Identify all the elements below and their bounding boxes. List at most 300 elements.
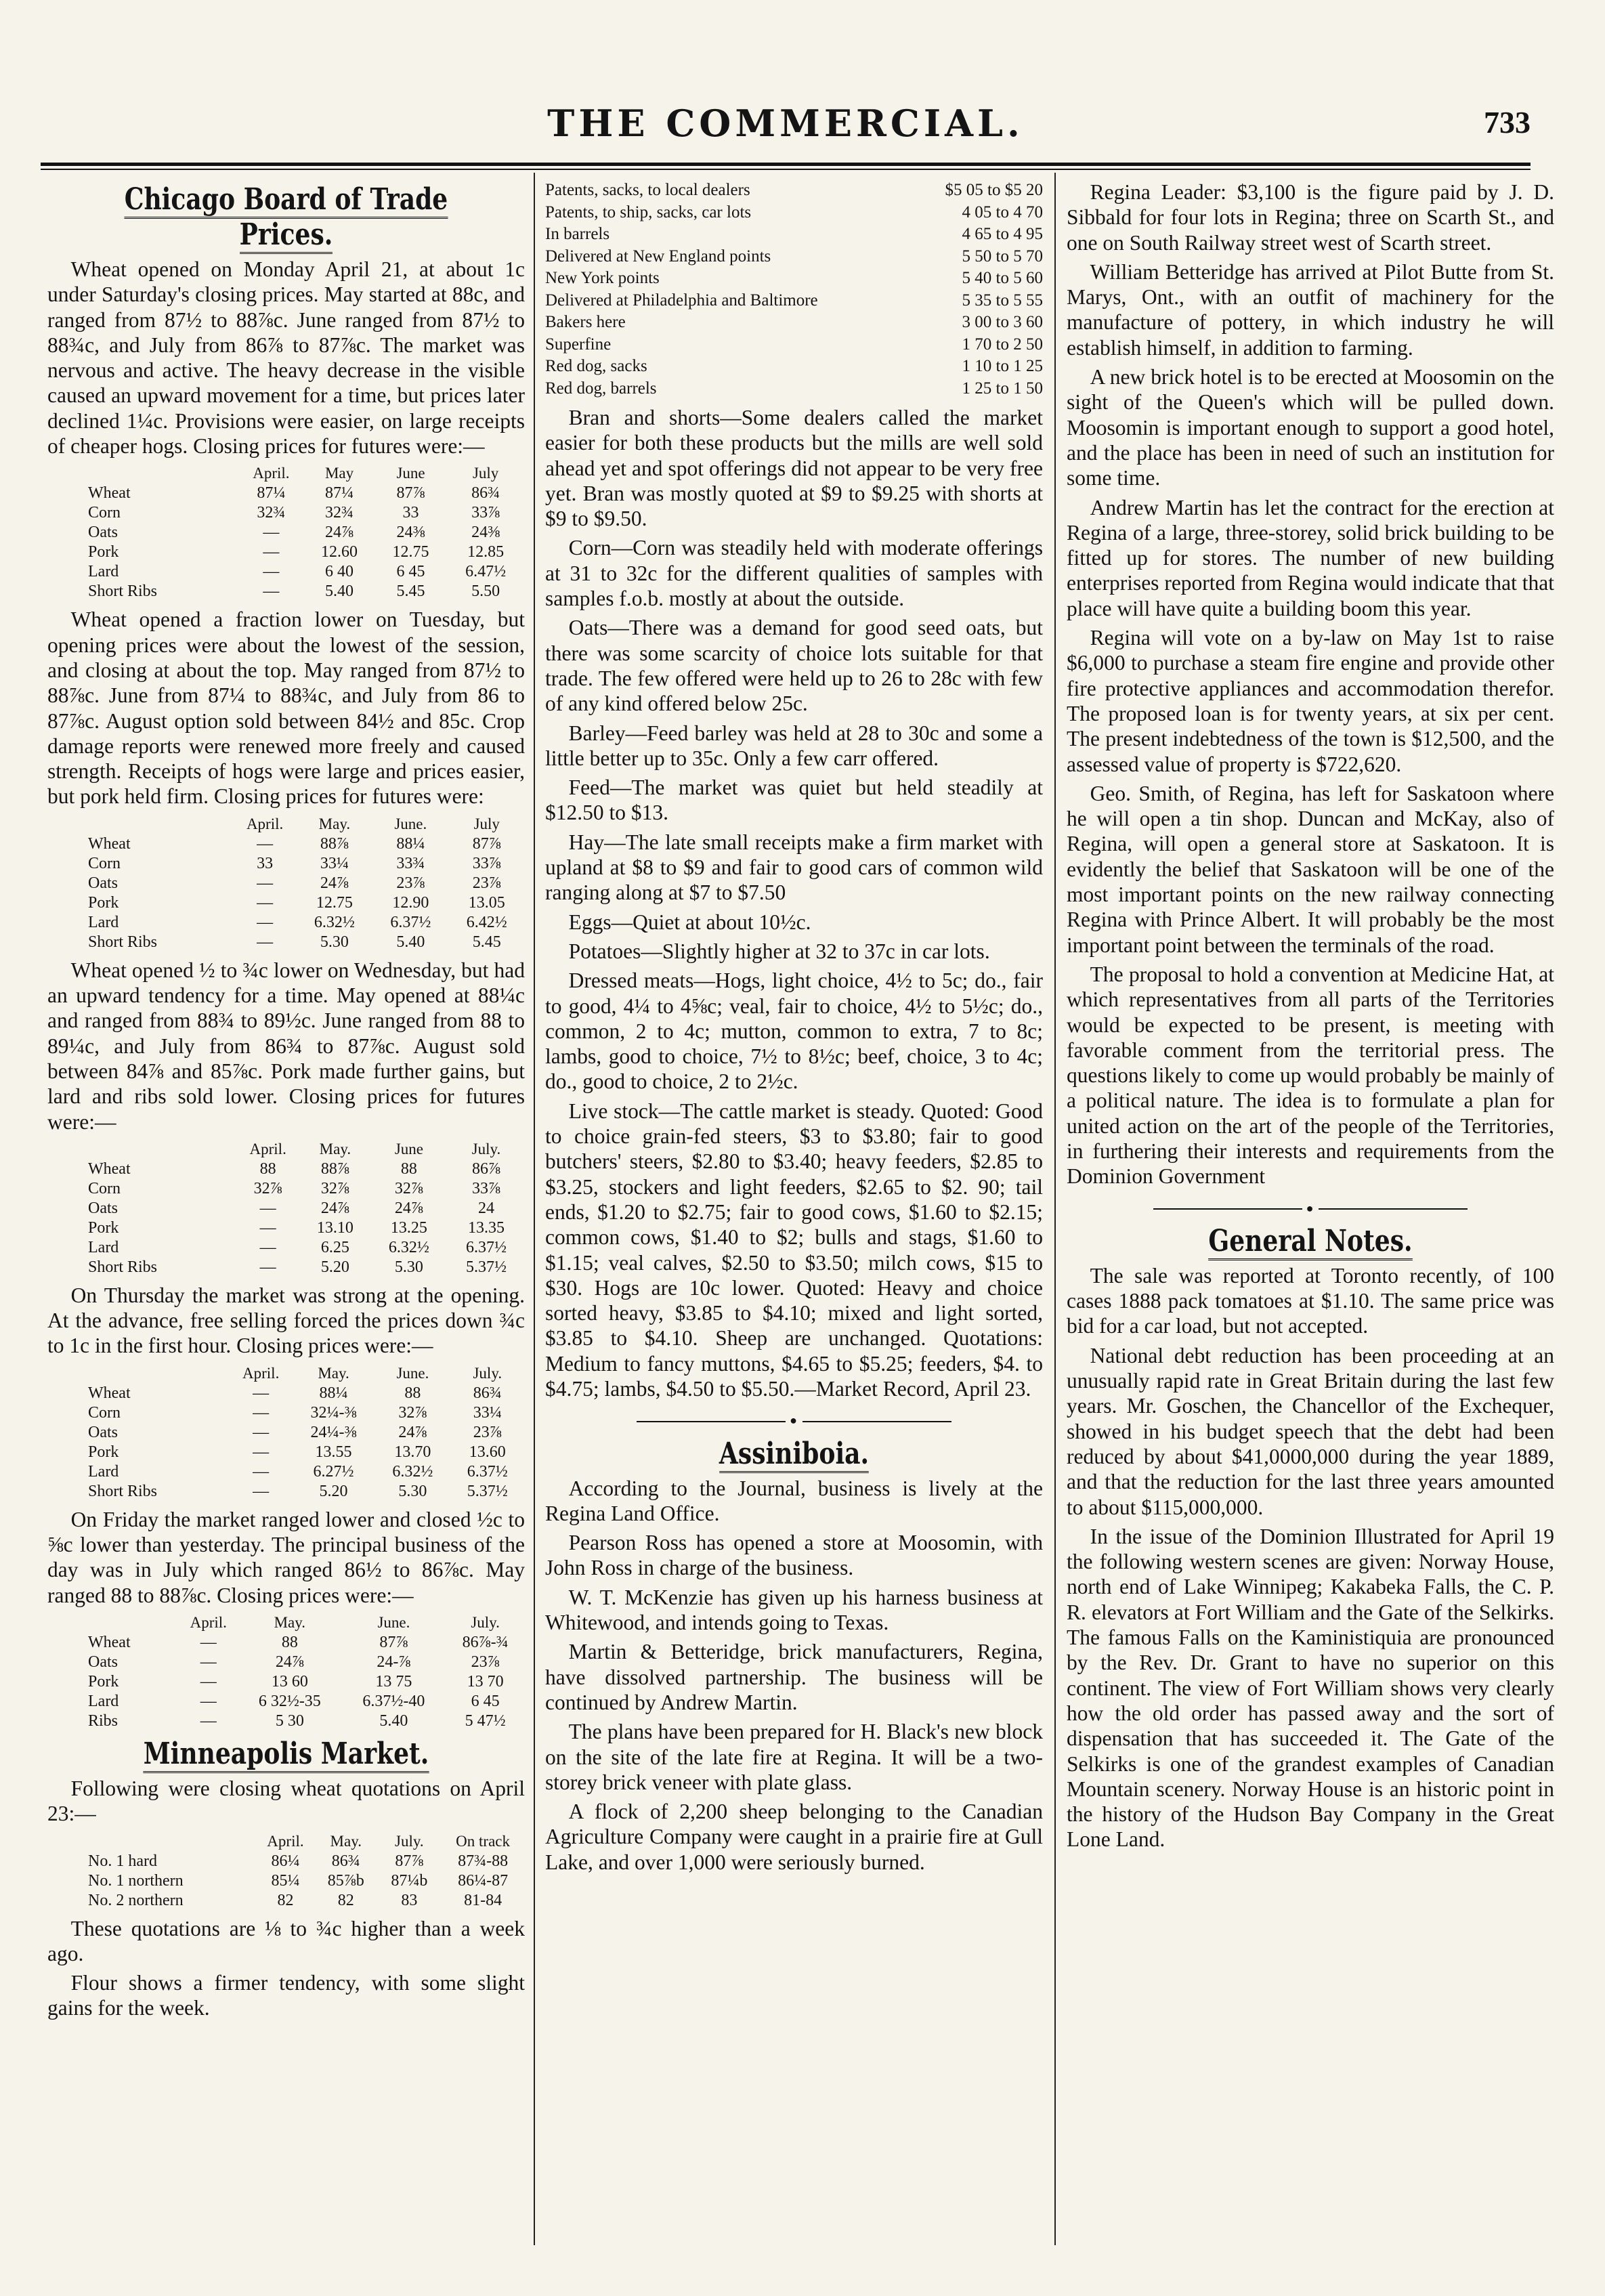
table-header-blank [47,1612,179,1633]
price-cell: 88 [259,1160,276,1178]
price-cell: 82 [337,1891,354,1909]
column-3 [1067,179,1554,2272]
price-cell: 5.37½ [467,1482,508,1500]
price-cell: 32⅞ [394,1179,423,1197]
price-cell: 5.20 [319,1482,348,1500]
price-cell: — [253,1384,270,1402]
flour-price-table [545,179,1043,400]
paragraph: A flock of 2,200 sheep belonging to the Canadian Agriculture Company were caught in a prairie fire at Gull Lake, and over 1,000 were seriously burned. [545,1800,1043,1874]
price-cell: 82 [277,1891,294,1909]
price-cell: — [259,1258,276,1276]
table-header-blank [47,1831,257,1852]
price-cell: 86¾ [471,484,500,503]
price-cell: 86¾ [331,1852,360,1870]
paragraph: On Thursday the market was strong at the opening. At the advance, free selling forced the prices down ¾c to 1c in the first hour. Closing prices were:— [47,1283,525,1358]
paragraph: Barley—Feed barley was held at 28 to 30c and some a little better up to 35c. Only a few carr offered. [545,721,1043,770]
price-cell: 5.40 [379,1712,408,1730]
price-cell: 88⅞ [320,1160,349,1178]
row-label: Short Ribs [88,1482,158,1500]
column-header: May. [330,1832,362,1850]
price-cell: 87¼b [391,1871,428,1890]
row-label: Corn [88,504,121,522]
price-table [47,1831,525,1911]
price-cell: — [200,1712,217,1730]
price-cell: 13 75 [375,1672,412,1691]
price-cell: 32⅞ [320,1179,349,1197]
price-cell: 13 60 [271,1672,308,1691]
paragraph: The plans have been prepared for H. Black's new block on the site of the late fire at Regina. It will be a two-storey brick veneer with plate glass. [545,1720,1043,1794]
price-cell: — [257,834,274,853]
flour-price: 5 40 to 5 60 [962,269,1043,287]
paragraph: Wheat opened on Monday April 21, at about 1c under Saturday's closing prices. May started at 88c, and ranged from 87½ to 88⅞c. June ranged from 87½ to 88¾c, and July from 86⅞ to 87⅞c. The market was nervous and active. The heavy decrease in the visible caused an upward movement for a time, but prices later declined 1¼c. Provisions were easier, on large receipts of cheaper hogs. Closing prices for futures were:— [47,257,525,459]
table-row [47,484,525,503]
row-label: Wheat [88,834,131,853]
paragraph: A new brick hotel is to be erected at Moosomin on the sight of the Queen's which will be pulled down. Moosomin is important enough to support a good hotel, and the place has been in need of such an institution for some time. [1067,365,1554,490]
table-row [47,1852,525,1871]
table-row [47,1403,525,1423]
price-cell: 33¼ [320,854,349,872]
assiniboia-paragraphs [545,1476,1043,1875]
paragraph: The proposal to hold a convention at Medicine Hat, at which representatives from all parts of the Territories would be expected to be present, is meeting with favorable comment from the territorial press. The questions likely to come up would probably be mainly of a political nature. The idea is to formulate a plan for united action on the art of the people of the Territories, in furthering their interests and requirements from the Dominion Government [1067,962,1554,1189]
row-label: Pork [88,893,119,912]
price-cell: 86¾ [473,1384,502,1402]
table-row [47,1179,525,1199]
price-cell: 6.37½ [465,1238,507,1256]
price-cell: 88 [281,1633,298,1651]
column-header: On track [456,1832,510,1850]
table-row [47,1238,525,1258]
table-row [47,834,525,854]
price-cell: 87⅞ [395,1852,424,1870]
paragraph: Bran and shorts—Some dealers called the market easier for both these products but the mills are well sold ahead yet and spot offerings did not appear to be very free yet. Bran was mostly quoted at $9 to $9.25 with shorts at $9 to $9.50. [545,406,1043,531]
price-cell: 85⅞b [327,1871,364,1890]
paragraph: Wheat opened a fraction lower on Tuesday, but opening prices were about the lowest of the session, and closing at about the top. May ranged from 87½ to 88⅞c. June from 87¼ to 88¾c, and July from 86 to 87⅞c. August option sold between 84½ and 85c. Crop damage reports were renewed more freely and caused strength. Receipts of hogs were large and prices easier, but pork held firm. Closing prices for futures were: [47,608,525,809]
flour-price: 1 10 to 1 25 [962,357,1043,375]
row-label: Pork [88,1443,119,1461]
row-label: Short Ribs [88,582,158,601]
price-cell: 13 70 [467,1672,504,1691]
header-rule [41,163,1531,170]
paragraph: National debt reduction has been proceeding at an unusually rapid rate in Great Britain during the last few years. Mr. Goschen, the Chancellor of the Exchequer, showed in his budget speech that the debt had been reduced by about $41,0000,000 during the year 1889, and that the reduction for the last three years amounted to about $115,000,000. [1067,1343,1554,1519]
price-table [47,813,525,952]
column-header: May. [319,1140,351,1157]
column-header: June. [396,1364,429,1382]
row-label: Lard [88,1238,119,1256]
column-header: May. [318,1364,349,1382]
price-cell: — [257,933,274,951]
price-cell: — [200,1633,217,1651]
paragraph: According to the Journal, business is lively at the Regina Land Office. [545,1476,1043,1525]
page-number: 733 [1484,105,1531,140]
column-divider [534,173,535,2245]
table-header-row [47,1612,525,1633]
price-cell: — [200,1672,217,1691]
price-cell: 24⅞ [320,874,349,892]
price-cell: 83 [401,1891,418,1909]
paragraph: Geo. Smith, of Regina, has left for Saskatoon where he will open a tin shop. Duncan and McKay, also of Regina, will open a general store at Saskatoon. It is evidently the belief that Saskatoon will be one of the most important points on the new railway connecting Regina with Prince Albert. It will probably be the most important point between the terminals of the road. [1067,781,1554,957]
price-table [47,1612,525,1731]
price-cell: 88 [400,1160,417,1178]
table-row [47,1653,525,1672]
row-label: Short Ribs [88,1258,158,1276]
price-cell: 87¼ [257,484,286,503]
price-cell: 24⅞ [325,524,354,542]
section-title-general-notes: General Notes. [1111,1224,1510,1259]
column-header: April. [246,815,284,832]
price-cell: 24⅜ [396,524,425,542]
price-cell: — [263,563,280,581]
paragraph: Potatoes—Slightly higher at 32 to 37c in car lots. [568,939,990,963]
paragraph: Martin & Betteridge, brick manufacturers, Regina, have dissolved partnership. The business will be continued by Andrew Martin. [545,1640,1043,1714]
price-cell: 88 [404,1384,421,1402]
price-cell: 5 30 [275,1712,304,1730]
paragraph: Oats—There was a demand for good seed oats, but there was some scarcity of choice lots suitable for that trade. The few offered were held up to 26 to 28c with few of any kind offered below 25c. [545,616,1043,716]
price-cell: 81-84 [464,1891,502,1909]
price-cell: 24¼-⅜ [310,1423,357,1441]
table-row [47,562,525,582]
row-label: Pork [88,1672,119,1691]
table-row [47,1160,525,1179]
column-1 [47,179,525,2272]
row-label: No. 2 northern [88,1891,184,1909]
price-cell: 33 [402,504,419,522]
price-cell: 5.40 [325,582,354,601]
price-cell: 24⅞ [394,1199,423,1217]
paragraph: Regina Leader: $3,100 is the figure paid by J. D. Sibbald for four lots in Regina; three on Scarth St., and one on South Railway street west of Scarth street. [1067,180,1554,255]
column-header: June [394,1140,423,1157]
table-row [47,1633,525,1653]
price-cell: 33⅞ [471,1179,500,1197]
price-cell: 13.55 [315,1443,352,1461]
table-row [47,874,525,893]
paragraph: Following were closing wheat quotations on April 23:— [47,1776,525,1826]
price-cell: 6.37½ [390,913,431,931]
regina-paragraphs [1067,179,1554,1189]
price-cell: 5.37½ [465,1258,507,1276]
paragraph: Eggs—Quiet at about 10½c. [568,910,811,934]
column-header: April. [190,1613,227,1631]
price-cell: 12.75 [392,543,429,561]
table-header-blank [47,813,234,834]
price-cell: 5.30 [398,1482,427,1500]
general-notes-paragraphs [1067,1263,1554,1852]
row-label: Pork [88,1218,119,1237]
price-cell: — [253,1462,270,1481]
price-cell: 87¾-88 [458,1852,509,1870]
price-cell: — [253,1443,270,1461]
price-cell: 5.50 [471,582,500,601]
price-cell: 23⅞ [396,874,425,892]
column-header: July. [395,1832,424,1850]
flour-price-row [545,202,1043,224]
row-label: Oats [88,524,118,542]
paragraph: The sale was reported at Toronto recently, of 100 cases 1888 pack tomatoes at $1.10. The same price was bid for a car load, but not accepted. [1067,1263,1554,1338]
table-header-row [47,1363,525,1384]
table-row [47,1258,525,1277]
flour-price-row [545,268,1043,290]
flour-price: 1 25 to 1 50 [962,379,1043,398]
table-row [47,1199,525,1218]
table-row [47,1672,525,1692]
flour-grade: Red dog, barrels [545,379,657,398]
column-header: July. [473,1364,502,1382]
paragraph: Andrew Martin has let the contract for the erection at Regina of a large, three-storey, solid brick building to be fitted up for stores. The number of new building enterprises reported from Regina would indicate that that place will have quite a building boom this year. [1067,495,1554,620]
price-cell: 88¼ [396,834,425,853]
table-row [47,1712,525,1731]
row-label: Wheat [88,1384,131,1402]
price-cell: 13.25 [390,1218,427,1237]
price-cell: — [253,1423,270,1441]
table-row [47,543,525,562]
price-cell: 87⅞ [472,834,501,853]
column-header: July [473,815,500,832]
flour-price: 5 35 to 5 55 [962,291,1043,310]
flour-grade: Delivered at New England points [545,247,771,265]
price-cell: 86¼-87 [458,1871,509,1890]
price-cell: 13.05 [468,893,505,912]
row-label: Oats [88,1423,118,1441]
paragraph: Hay—The late small receipts make a firm market with upland at $8 to $9 and fair to good cars of common wild ranging along at $7 to $7.50 [545,830,1043,905]
table-header-row [47,1831,525,1852]
price-cell: — [200,1692,217,1710]
paragraph: Wheat opened ½ to ¾c lower on Wednesday, but had an upward tendency for a time. May opened at 88¼c and ranged from 88¾ to 89½c. June ranged from 88 to 89¼c, and July from 86¾ to 87⅞c. August sold between 84⅞ and 85⅞c. Pork made further gains, but lard and ribs sold lower. Closing prices for futures were:— [47,958,525,1134]
flour-price-row [545,179,1043,202]
price-cell: 13.70 [394,1443,431,1461]
price-cell: 5.30 [320,933,349,951]
price-cell: 32¾ [257,504,286,522]
table-row [47,1443,525,1462]
column-header: April. [267,1832,304,1850]
section-title-assiniboia: Assiniboia. [590,1437,998,1472]
page-header [41,102,1531,163]
price-cell: 24 [477,1199,494,1217]
table-header-blank [47,1139,236,1160]
column-header: July [472,465,499,482]
price-cell: — [253,1482,270,1500]
price-cell: — [257,874,274,892]
section-separator: ● [545,1408,1043,1433]
flour-price: 5 50 to 5 70 [962,247,1043,265]
price-cell: 87⅞ [396,484,425,503]
price-cell: 33¼ [473,1403,502,1422]
price-cell: 32¾ [325,504,354,522]
flour-grade: Patents, sacks, to local dealers [545,181,750,199]
row-label: Ribs [88,1712,119,1730]
price-cell: 6.47½ [465,563,507,581]
price-cell: 6.27½ [313,1462,354,1481]
flour-price-row [545,224,1043,246]
price-cell: 32⅞ [398,1403,427,1422]
row-label: Corn [88,1179,121,1197]
price-cell: 5.40 [396,933,425,951]
market-paragraphs [545,405,1043,1401]
row-label: No. 1 hard [88,1852,157,1870]
row-label: Oats [88,1653,118,1671]
column-header: June [396,465,425,482]
price-cell: 85¼ [271,1871,300,1890]
column-header: May. [318,815,351,832]
flour-price-row [545,246,1043,268]
price-cell: 86⅞-¾ [462,1633,509,1651]
price-cell: 13.35 [467,1218,505,1237]
price-cell: — [259,1218,276,1237]
price-cell: 33 [257,854,274,872]
flour-grade: New York points [545,269,660,287]
price-cell: 6 45 [471,1692,500,1710]
table-row [47,933,525,952]
price-cell: 86⅞ [471,1160,500,1178]
column-header: April. [249,1140,286,1157]
price-cell: 6 32½-35 [258,1692,321,1710]
row-label: Short Ribs [88,933,158,951]
price-cell: 6.32½ [392,1462,433,1481]
paragraph: Dressed meats—Hogs, light choice, 4½ to 5c; do., fair to good, 4¼ to 4⅝c; veal, fair to choice, 4½ to 5½c; do., common, 2 to 4c; mutton, common to extra, 7 to 8c; lambs, good to choice, 7½ to 8½c; beef, choice, 3 to 4c; do., good to choice, 2 to 2½c. [545,969,1043,1094]
row-label: Lard [88,1692,119,1710]
column-header: July. [471,1140,501,1157]
flour-grade: Bakers here [545,313,626,331]
row-label: Wheat [88,1633,131,1651]
table-row [47,1482,525,1502]
price-cell: — [263,524,280,542]
paragraph: These quotations are ⅛ to ¾c higher than a week ago. [47,1916,525,1965]
column-header: May. [274,1613,306,1631]
paragraph: William Betteridge has arrived at Pilot Butte from St. Marys, Ont., with an outfit of machinery for the manufacture of pottery, in which industry he will establish himself, in addition to farming. [1067,259,1554,360]
row-label: Oats [88,874,118,892]
column-divider [1054,173,1056,2245]
price-cell: 86¼ [271,1852,300,1870]
price-table [47,1139,525,1277]
table-row [47,913,525,933]
row-label: Lard [88,913,119,931]
row-label: Oats [88,1199,118,1217]
price-cell: 5.45 [396,582,425,601]
flour-price-row [545,290,1043,312]
table-row [47,1384,525,1403]
price-cell: 88⅞ [320,834,349,853]
table-row [47,854,525,874]
section-title-minneapolis: Minneapolis Market. [90,1737,481,1772]
table-row [47,582,525,601]
row-label: Corn [88,1403,121,1422]
price-cell: — [253,1403,270,1422]
price-cell: 23⅞ [471,1653,500,1671]
price-cell: — [263,582,280,601]
flour-price: 4 05 to 4 70 [962,203,1043,221]
table-row [47,1218,525,1238]
flour-price: 3 00 to 3 60 [962,313,1043,331]
price-cell: 24-⅞ [377,1653,411,1671]
price-cell: 6.42½ [466,913,507,931]
price-cell: 6 45 [396,563,425,581]
row-label: Wheat [88,1160,131,1178]
price-cell: 6.37½ [467,1462,508,1481]
price-cell: 12.90 [392,893,429,912]
price-cell: 87¼ [325,484,354,503]
flour-price: 1 70 to 2 50 [962,335,1043,354]
table-row [47,1871,525,1891]
table-row [47,1423,525,1443]
price-cell: 24⅞ [320,1199,349,1217]
column-2 [545,179,1043,2272]
table-row [47,893,525,913]
row-label: No. 1 northern [88,1871,184,1890]
paragraph: W. T. McKenzie has given up his harness business at Whitewood, and intends going to Texas. [545,1585,1043,1635]
price-cell: — [200,1653,217,1671]
table-row [47,1692,525,1712]
paragraph: Regina will vote on a by-law on May 1st to raise $6,000 to purchase a steam fire engine and provide other fire protective appliances and accommodation therefor. The proposed loan is for twenty years, at six per cent. The present indebtedness of the town is $12,500, and the assessed value of property is $722,620. [1067,626,1554,776]
price-cell: 32⅞ [253,1179,282,1197]
price-cell: — [257,913,274,931]
flour-price-row [545,312,1043,334]
section-title-chicago: Chicago Board of Trade Prices. [90,182,481,253]
price-cell: 32¼-⅜ [310,1403,357,1422]
price-cell: 33⅞ [471,504,500,522]
price-table [47,1363,525,1502]
column-header: May [324,465,354,482]
flour-price-row [545,356,1043,378]
price-cell: 5 47½ [465,1712,506,1730]
price-cell: 87⅞ [379,1633,408,1651]
row-label: Lard [88,1462,119,1481]
price-cell: 12.85 [467,543,505,561]
price-cell: 13.60 [469,1443,506,1461]
price-cell: 24⅞ [398,1423,427,1441]
price-cell: 6.32½ [388,1238,429,1256]
row-label: Corn [88,854,121,872]
flour-grade: Patents, to ship, sacks, car lots [545,203,752,221]
paragraph: Corn—Corn was steadily held with moderate offerings at 31 to 32c for the different qualities of samples with samples f.o.b. mostly at about the outside. [545,536,1043,611]
table-header-blank [47,1363,230,1384]
price-cell: 6 40 [325,563,354,581]
price-cell: 24⅞ [275,1653,304,1671]
price-cell: 5.20 [320,1258,349,1276]
row-label: Pork [88,543,119,561]
price-cell: 12.60 [321,543,358,561]
masthead: THE COMMERCIAL. [547,102,1024,145]
price-cell: — [257,893,274,912]
table-header-row [47,1139,525,1160]
paragraph: In the issue of the Dominion Illustrated for April 19 the following western scenes are given: Norway House, north end of Lake Winnipeg; Kakabeka Falls, the C. P. R. elevators at Fort William and the Gate of the Selkirks. The famous Falls on the Kaministiquia are pronounced by the Rev. Dr. Grant to have no superior on this continent. The view of Fort William shows very clearly how the old order has passed away and the sort of dispensation that has succeeded it. The Gate of the Selkirks is one of the grandest examples of Canadian Mountain scenery. Norway House is an historic point in the history of the Hudson Bay Company in the Great Lone Land. [1067,1524,1554,1852]
price-cell: — [259,1199,276,1217]
price-cell: 12.75 [316,893,353,912]
table-row [47,1891,525,1911]
table-row [47,1462,525,1482]
price-cell: 6.32½ [314,913,355,931]
paragraph: On Friday the market ranged lower and closed ½c to ⅝c lower than yesterday. The principal business of the day was in July which ranged 86½ to 86⅞c. May ranged 88 to 88⅞c. Closing prices were:— [47,1507,525,1607]
paragraph: Live stock—The cattle market is steady. Quoted: Good to choice grain-fed steers, $3 to $3.80; fair to good butchers' steers, $2.80 to $3.40; heavy feeders, $2.85 to $3.25, stockers and light feeders, $2.65 to $2. 90; tail ends, $1.20 to $2.75; fair to good cows, $1.60 to $2.15; common cows, $1.40 to $2; bulls and stags, $1.60 to $1.15; veal calves, $2.50 to $3.50; milch cows, $15 to $30. Hogs are 10c lower. Quoted: Heavy and choice sorted heavy, $3.85 to $4.10; mixed and light sorted, $3.85 to $4.10. Sheep are unchanged. Quotations: Medium to fancy muttons, $4.65 to $5.25; feeders, $4. to $4.75; lambs, $4.50 to $5.50.—Market Record, April 23. [545,1099,1043,1401]
paragraph: Pearson Ross has opened a store at Moosomin, with John Ross in charge of the business. [545,1531,1043,1580]
table-header-row [47,813,525,834]
table-header-row [47,463,525,484]
row-label: Lard [88,563,119,581]
price-cell: 5.45 [472,933,501,951]
flour-grade: Red dog, sacks [545,357,647,375]
flour-grade: Superfine [545,335,612,354]
price-cell: 13.10 [316,1218,354,1237]
price-cell: 5.30 [394,1258,423,1276]
paragraph: Flour shows a firmer tendency, with some slight gains for the week. [47,1971,525,2020]
flour-price: 4 65 to 4 95 [962,225,1043,243]
price-cell: — [263,543,280,561]
flour-price: $5 05 to $5 20 [945,181,1043,199]
column-header: June. [377,1613,410,1631]
price-cell: 33¾ [396,854,425,872]
price-cell: 6.25 [320,1238,349,1256]
price-cell: 88¼ [319,1384,348,1402]
column-header: April. [242,1364,280,1382]
price-cell: 23⅞ [473,1423,502,1441]
section-separator: ● [1067,1196,1554,1221]
